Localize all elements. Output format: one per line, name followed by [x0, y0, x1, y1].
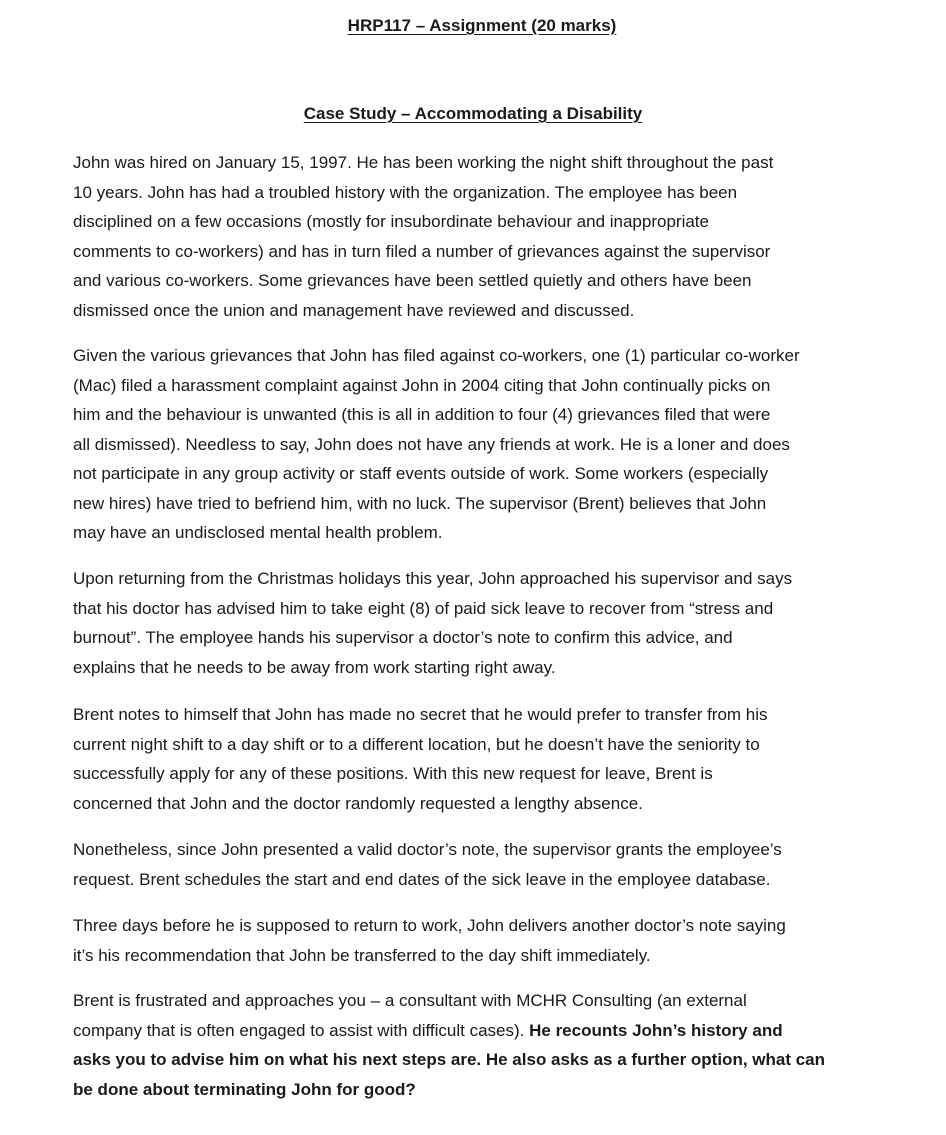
paragraph-4 [73, 700, 933, 818]
paragraph-line: disciplined on a few occasions (mostly for insubordinate behaviour and inappropriate [73, 212, 709, 231]
paragraph-line: it’s his recommendation that John be transferred to the day shift immediately. [73, 945, 651, 965]
paragraph-line: Nonetheless, since John presented a valid doctor’s note, the supervisor grants the employee’s [73, 840, 782, 859]
paragraph-line: new hires) have tried to befriend him, with no luck. The supervisor (Brent) believes that John [73, 493, 767, 513]
paragraph-3 [73, 564, 933, 682]
paragraph-line: Brent notes to himself that John has made no secret that he would prefer to transfer from his [73, 705, 768, 724]
paragraph-text-bold: He recounts John’s history and [529, 1020, 783, 1040]
case-study-title: Case Study – Accommodating a Disability [303, 104, 643, 123]
paragraph-7 [73, 986, 933, 1104]
paragraph-line: explains that he needs to be away from work starting right away. [73, 657, 556, 677]
paragraph-line: 10 years. John has had a troubled history with the organization. The employee has been [73, 182, 738, 202]
paragraph-line: dismissed once the union and management have reviewed and discussed. [73, 300, 635, 320]
assignment-title: HRP117 – Assignment (20 marks) [347, 16, 617, 35]
paragraph-line: not participate in any group activity or staff events outside of work. Some workers (especially [73, 464, 769, 483]
paragraph-text-regular: company that is often engaged to assist with difficult cases). [73, 1020, 530, 1040]
paragraph-line: him and the behaviour is unwanted (this is all in addition to four (4) grievances filed that were [73, 405, 771, 424]
paragraph-line: burnout”. The employee hands his supervisor a doctor’s note to confirm this advice, and [73, 628, 733, 647]
paragraph-line: current night shift to a day shift or to a different location, but he doesn’t have the seniority to [73, 734, 760, 754]
paragraph-5 [73, 835, 933, 894]
paragraph-line: John was hired on January 15, 1997. He has been working the night shift throughout the past [73, 153, 774, 172]
paragraph-line: comments to co-workers) and has in turn filed a number of grievances against the supervisor [73, 241, 771, 261]
paragraph-line: request. Brent schedules the start and end dates of the sick leave in the employee database. [73, 869, 771, 889]
paragraph-line: Given the various grievances that John has filed against co-workers, one (1) particular co-worker [73, 346, 800, 365]
paragraph-line-bold: be done about terminating John for good? [73, 1079, 416, 1099]
paragraph-2 [73, 341, 933, 548]
paragraph-line: Three days before he is supposed to return to work, John delivers another doctor’s note saying [73, 916, 786, 935]
paragraph-line: Brent is frustrated and approaches you – a consultant with MCHR Consulting (an external [73, 991, 747, 1010]
paragraph-line: may have an undisclosed mental health problem. [73, 523, 443, 542]
paragraph-line: concerned that John and the doctor randomly requested a lengthy absence. [73, 793, 643, 813]
paragraph-line-mixed [73, 1016, 933, 1046]
paragraph-line: Upon returning from the Christmas holidays this year, John approached his supervisor and says [73, 569, 793, 588]
paragraph-line: and various co-workers. Some grievances have been settled quietly and others have been [73, 271, 752, 290]
paragraph-1 [73, 148, 933, 325]
paragraph-line: successfully apply for any of these positions. With this new request for leave, Brent is [73, 764, 713, 783]
paragraph-6 [73, 911, 933, 970]
paragraph-line: (Mac) filed a harassment complaint against John in 2004 citing that John continually picks on [73, 375, 771, 395]
paragraph-line: all dismissed). Needless to say, John does not have any friends at work. He is a loner and does [73, 434, 790, 454]
paragraph-line-bold: asks you to advise him on what his next steps are. He also asks as a further option, what can [73, 1050, 826, 1069]
paragraph-line: that his doctor has advised him to take eight (8) of paid sick leave to recover from “stress and [73, 598, 774, 618]
